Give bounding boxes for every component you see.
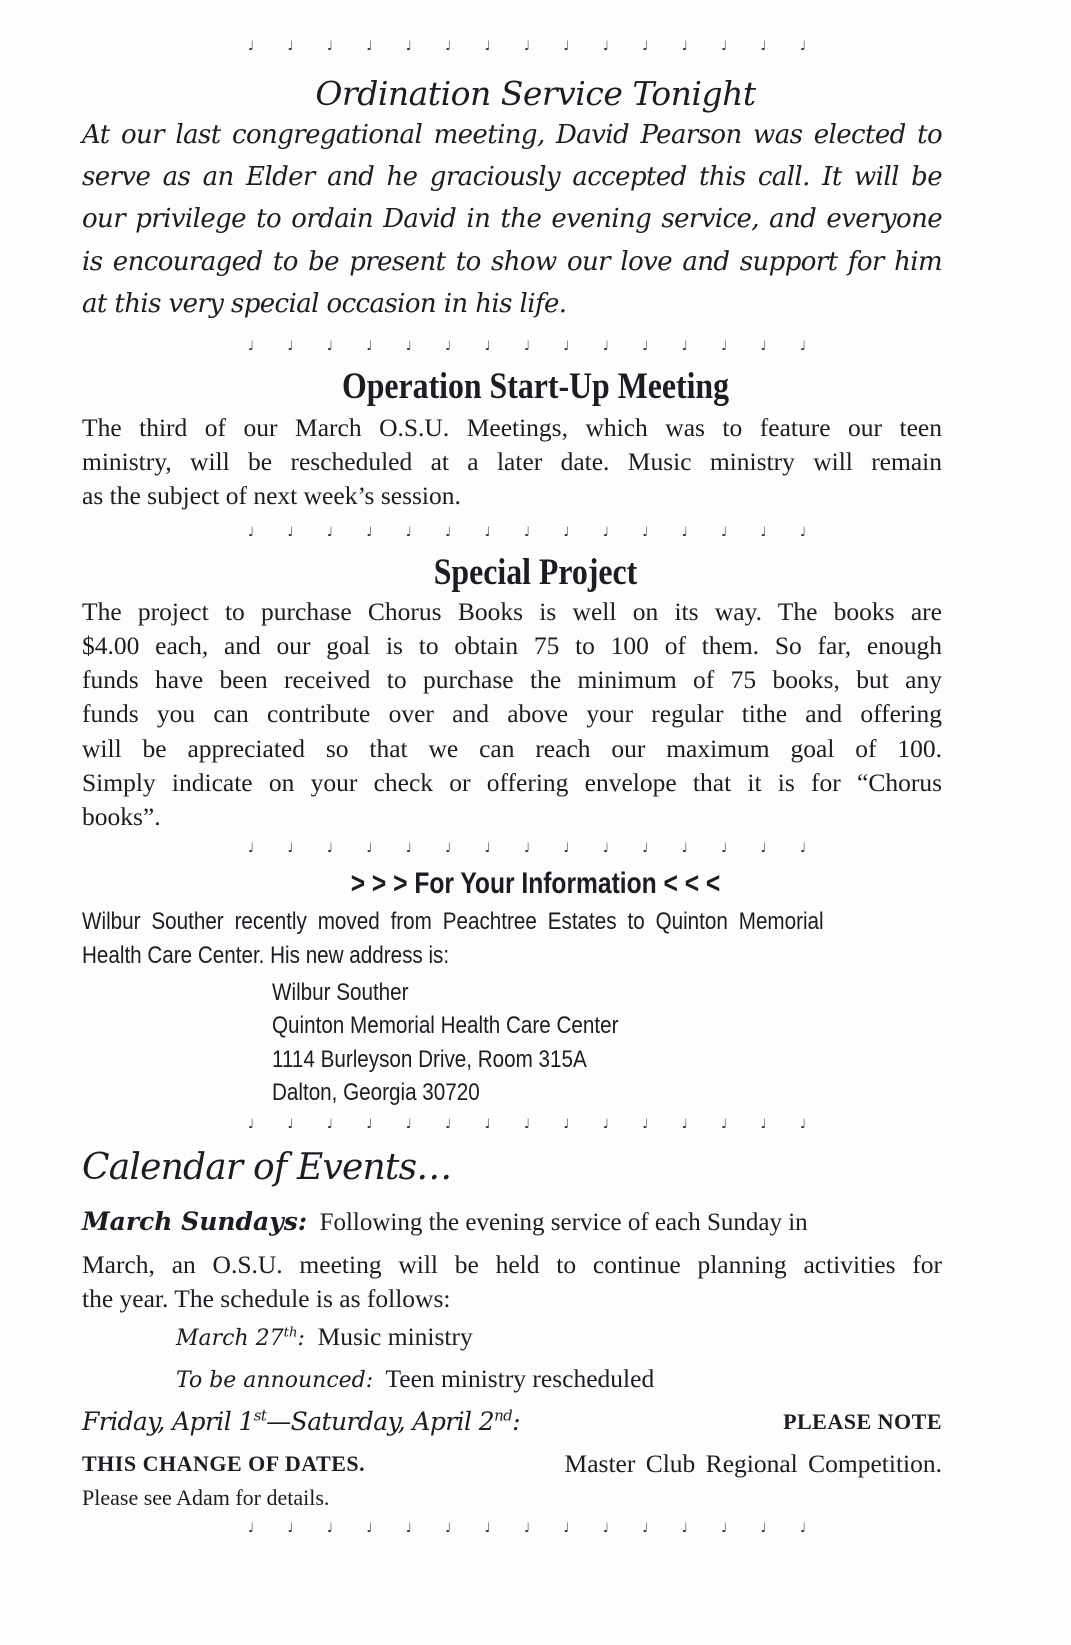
music-note-icon: ♩ (602, 525, 609, 540)
music-note-icon: ♩ (760, 841, 767, 856)
april-label-colon: : (512, 1407, 520, 1436)
music-note-icon: ♩ (720, 1521, 728, 1536)
music-note-icon: ♩ (799, 339, 806, 354)
music-note-icon: ♩ (445, 39, 452, 54)
music-note-icon: ♩ (720, 1117, 728, 1132)
april-event-label (82, 1404, 520, 1440)
special-project-line: Simply indicate on your check or offering envelope that it is for “Chorus (82, 768, 942, 797)
april-event-note: PLEASE NOTE (783, 1409, 942, 1434)
music-note-icon: ♩ (405, 1117, 412, 1132)
music-note-icon: ♩ (563, 525, 570, 540)
music-note-icon: ♩ (523, 1117, 531, 1132)
music-note-icon: ♩ (523, 841, 531, 856)
special-project-line: $4.00 each, and our goal is to obtain 75 to 100 of them. So far, enough (82, 631, 942, 660)
schedule-item (176, 1363, 1036, 1397)
music-note-icon: ♩ (247, 1117, 255, 1132)
april-end-date: —Saturday, April 2 (266, 1407, 495, 1436)
osu-meeting-line: as the subject of next week’s session. (82, 481, 461, 510)
music-note-icon: ♩ (563, 841, 570, 856)
ordination-line: at this very special occasion in his life. (82, 289, 567, 319)
special-project-line: The project to purchase Chorus Books is well on its way. The books are (82, 597, 942, 626)
march-sundays-line (82, 1206, 942, 1239)
osu-meeting-title: Operation Start-Up Meeting (341, 366, 730, 407)
address-line: Dalton, Georgia 30720 (272, 1079, 480, 1106)
schedule-text: Music ministry (317, 1322, 473, 1351)
music-note-icon: ♩ (602, 339, 609, 354)
music-note-icon: ♩ (445, 841, 452, 856)
music-note-icon: ♩ (247, 1521, 255, 1536)
schedule-date-suffix: th (283, 1325, 298, 1341)
march-sundays-text: Following the evening service of each Sunday in (319, 1209, 808, 1236)
music-note-icon: ♩ (366, 39, 373, 54)
music-note-icon: ♩ (484, 1521, 491, 1536)
music-note-icon: ♩ (642, 1117, 649, 1132)
music-note-icon: ♩ (484, 841, 491, 856)
special-project-line: funds have been received to purchase the minimum of 75 books, but any (82, 665, 942, 694)
music-note-icon: ♩ (326, 841, 333, 856)
fyi-line: Wilbur Souther recently moved from Peachtree Estates to Quinton Memorial (82, 908, 824, 935)
music-note-icon: ♩ (602, 841, 609, 856)
march-sundays-line: the year. The schedule is as follows: (82, 1284, 451, 1313)
music-note-icon: ♩ (326, 525, 333, 540)
music-note-icon: ♩ (720, 525, 728, 540)
music-note-icon: ♩ (366, 1117, 373, 1132)
music-note-divider (247, 842, 807, 856)
music-note-icon: ♩ (642, 1521, 649, 1536)
music-note-icon: ♩ (720, 841, 728, 856)
music-note-icon: ♩ (642, 841, 649, 856)
music-note-icon: ♩ (484, 339, 491, 354)
music-note-icon: ♩ (799, 39, 806, 54)
april-event-note: THIS CHANGE OF DATES. (82, 1451, 366, 1476)
fyi-line: Health Care Center. His new address is: (82, 942, 450, 969)
music-note-icon: ♩ (642, 339, 649, 354)
music-note-icon: ♩ (563, 339, 570, 354)
ordination-line: At our last congregational meeting, David Pearson was elected to (82, 120, 942, 150)
music-note-icon: ♩ (760, 525, 767, 540)
music-note-icon: ♩ (287, 39, 294, 54)
music-note-icon: ♩ (720, 39, 728, 54)
music-note-icon: ♩ (681, 1117, 688, 1132)
music-note-icon: ♩ (405, 525, 412, 540)
april-event-line (82, 1404, 942, 1440)
address-line: Wilbur Souther (272, 979, 409, 1006)
schedule-date-colon: : (297, 1326, 305, 1351)
music-note-icon: ♩ (287, 339, 294, 354)
music-note-icon: ♩ (326, 1521, 333, 1536)
music-note-icon: ♩ (760, 39, 767, 54)
schedule-date: March 27 (176, 1326, 284, 1351)
music-note-icon: ♩ (405, 339, 412, 354)
calendar-title: Calendar of Events… (82, 1147, 452, 1188)
music-note-icon: ♩ (563, 1521, 570, 1536)
music-note-icon: ♩ (799, 1117, 806, 1132)
music-note-divider (247, 340, 807, 354)
april-start-date: Friday, April 1 (82, 1407, 254, 1436)
music-note-divider (247, 1118, 807, 1132)
ordination-line: our privilege to ordain David in the evening service, and everyone (82, 204, 942, 234)
april-end-suffix: nd (494, 1406, 513, 1425)
music-note-icon: ♩ (287, 1521, 294, 1536)
music-note-icon: ♩ (247, 39, 255, 54)
march-sundays-line: March, an O.S.U. meeting will be held to continue planning activities for (82, 1250, 942, 1279)
music-note-icon: ♩ (602, 39, 609, 54)
music-note-icon: ♩ (484, 525, 491, 540)
music-note-icon: ♩ (681, 525, 688, 540)
schedule-date-label (176, 1326, 305, 1351)
music-note-icon: ♩ (681, 39, 688, 54)
music-note-divider (247, 526, 807, 540)
music-note-icon: ♩ (366, 525, 373, 540)
april-event-line: Please see Adam for details. (82, 1485, 330, 1510)
music-note-icon: ♩ (681, 339, 688, 354)
osu-meeting-line: The third of our March O.S.U. Meetings, which was to feature our teen (82, 413, 942, 442)
music-note-icon: ♩ (366, 841, 373, 856)
music-note-icon: ♩ (642, 525, 649, 540)
music-note-icon: ♩ (326, 1117, 333, 1132)
music-note-icon: ♩ (445, 525, 452, 540)
music-note-icon: ♩ (287, 841, 294, 856)
music-note-icon: ♩ (523, 339, 531, 354)
music-note-icon: ♩ (247, 841, 255, 856)
music-note-icon: ♩ (642, 39, 649, 54)
music-note-icon: ♩ (799, 525, 806, 540)
music-note-icon: ♩ (563, 39, 570, 54)
ordination-line: serve as an Elder and he graciously accepted this call. It will be (82, 162, 942, 192)
music-note-icon: ♩ (484, 1117, 491, 1132)
music-note-icon: ♩ (760, 1521, 767, 1536)
music-note-icon: ♩ (799, 841, 806, 856)
music-note-icon: ♩ (366, 339, 373, 354)
music-note-divider (247, 1522, 807, 1536)
music-note-icon: ♩ (445, 1117, 452, 1132)
music-note-divider (247, 40, 807, 54)
address-line: Quinton Memorial Health Care Center (272, 1012, 619, 1039)
music-note-icon: ♩ (405, 1521, 412, 1536)
music-note-icon: ♩ (247, 339, 255, 354)
music-note-icon: ♩ (602, 1117, 609, 1132)
april-start-suffix: st (253, 1406, 267, 1425)
music-note-icon: ♩ (366, 1521, 373, 1536)
schedule-date-label: To be announced: (176, 1368, 374, 1393)
music-note-icon: ♩ (760, 1117, 767, 1132)
music-note-icon: ♩ (523, 525, 531, 540)
schedule-item (176, 1321, 1036, 1355)
special-project-title: Special Project (433, 552, 638, 593)
music-note-icon: ♩ (445, 1521, 452, 1536)
schedule-text: Teen ministry rescheduled (385, 1364, 655, 1393)
music-note-icon: ♩ (760, 339, 767, 354)
music-note-icon: ♩ (681, 841, 688, 856)
music-note-icon: ♩ (681, 1521, 688, 1536)
fyi-title: > > > For Your Information < < < (350, 867, 721, 900)
special-project-line: books”. (82, 802, 161, 831)
music-note-icon: ♩ (405, 841, 412, 856)
osu-meeting-line: ministry, will be rescheduled at a later date. Music ministry will remain (82, 447, 942, 476)
music-note-icon: ♩ (563, 1117, 570, 1132)
address-line: 1114 Burleyson Drive, Room 315A (272, 1046, 587, 1073)
special-project-line: funds you can contribute over and above your regular tithe and offering (82, 699, 942, 728)
music-note-icon: ♩ (799, 1521, 806, 1536)
music-note-icon: ♩ (445, 339, 452, 354)
april-event-line (82, 1448, 942, 1480)
music-note-icon: ♩ (720, 339, 728, 354)
music-note-icon: ♩ (523, 1521, 531, 1536)
ordination-line: is encouraged to be present to show our love and support for him (82, 247, 942, 277)
music-note-icon: ♩ (326, 339, 333, 354)
music-note-icon: ♩ (287, 1117, 294, 1132)
april-event-text: Master Club Regional Competition. (564, 1449, 942, 1478)
music-note-icon: ♩ (405, 39, 412, 54)
music-note-icon: ♩ (247, 525, 255, 540)
special-project-line: will be appreciated so that we can reach our maximum goal of 100. (82, 734, 942, 763)
ordination-title: Ordination Service Tonight (315, 74, 756, 113)
music-note-icon: ♩ (326, 39, 333, 54)
music-note-icon: ♩ (484, 39, 491, 54)
music-note-icon: ♩ (602, 1521, 609, 1536)
music-note-icon: ♩ (287, 525, 294, 540)
march-sundays-label: March Sundays: (82, 1207, 308, 1236)
music-note-icon: ♩ (523, 39, 531, 54)
